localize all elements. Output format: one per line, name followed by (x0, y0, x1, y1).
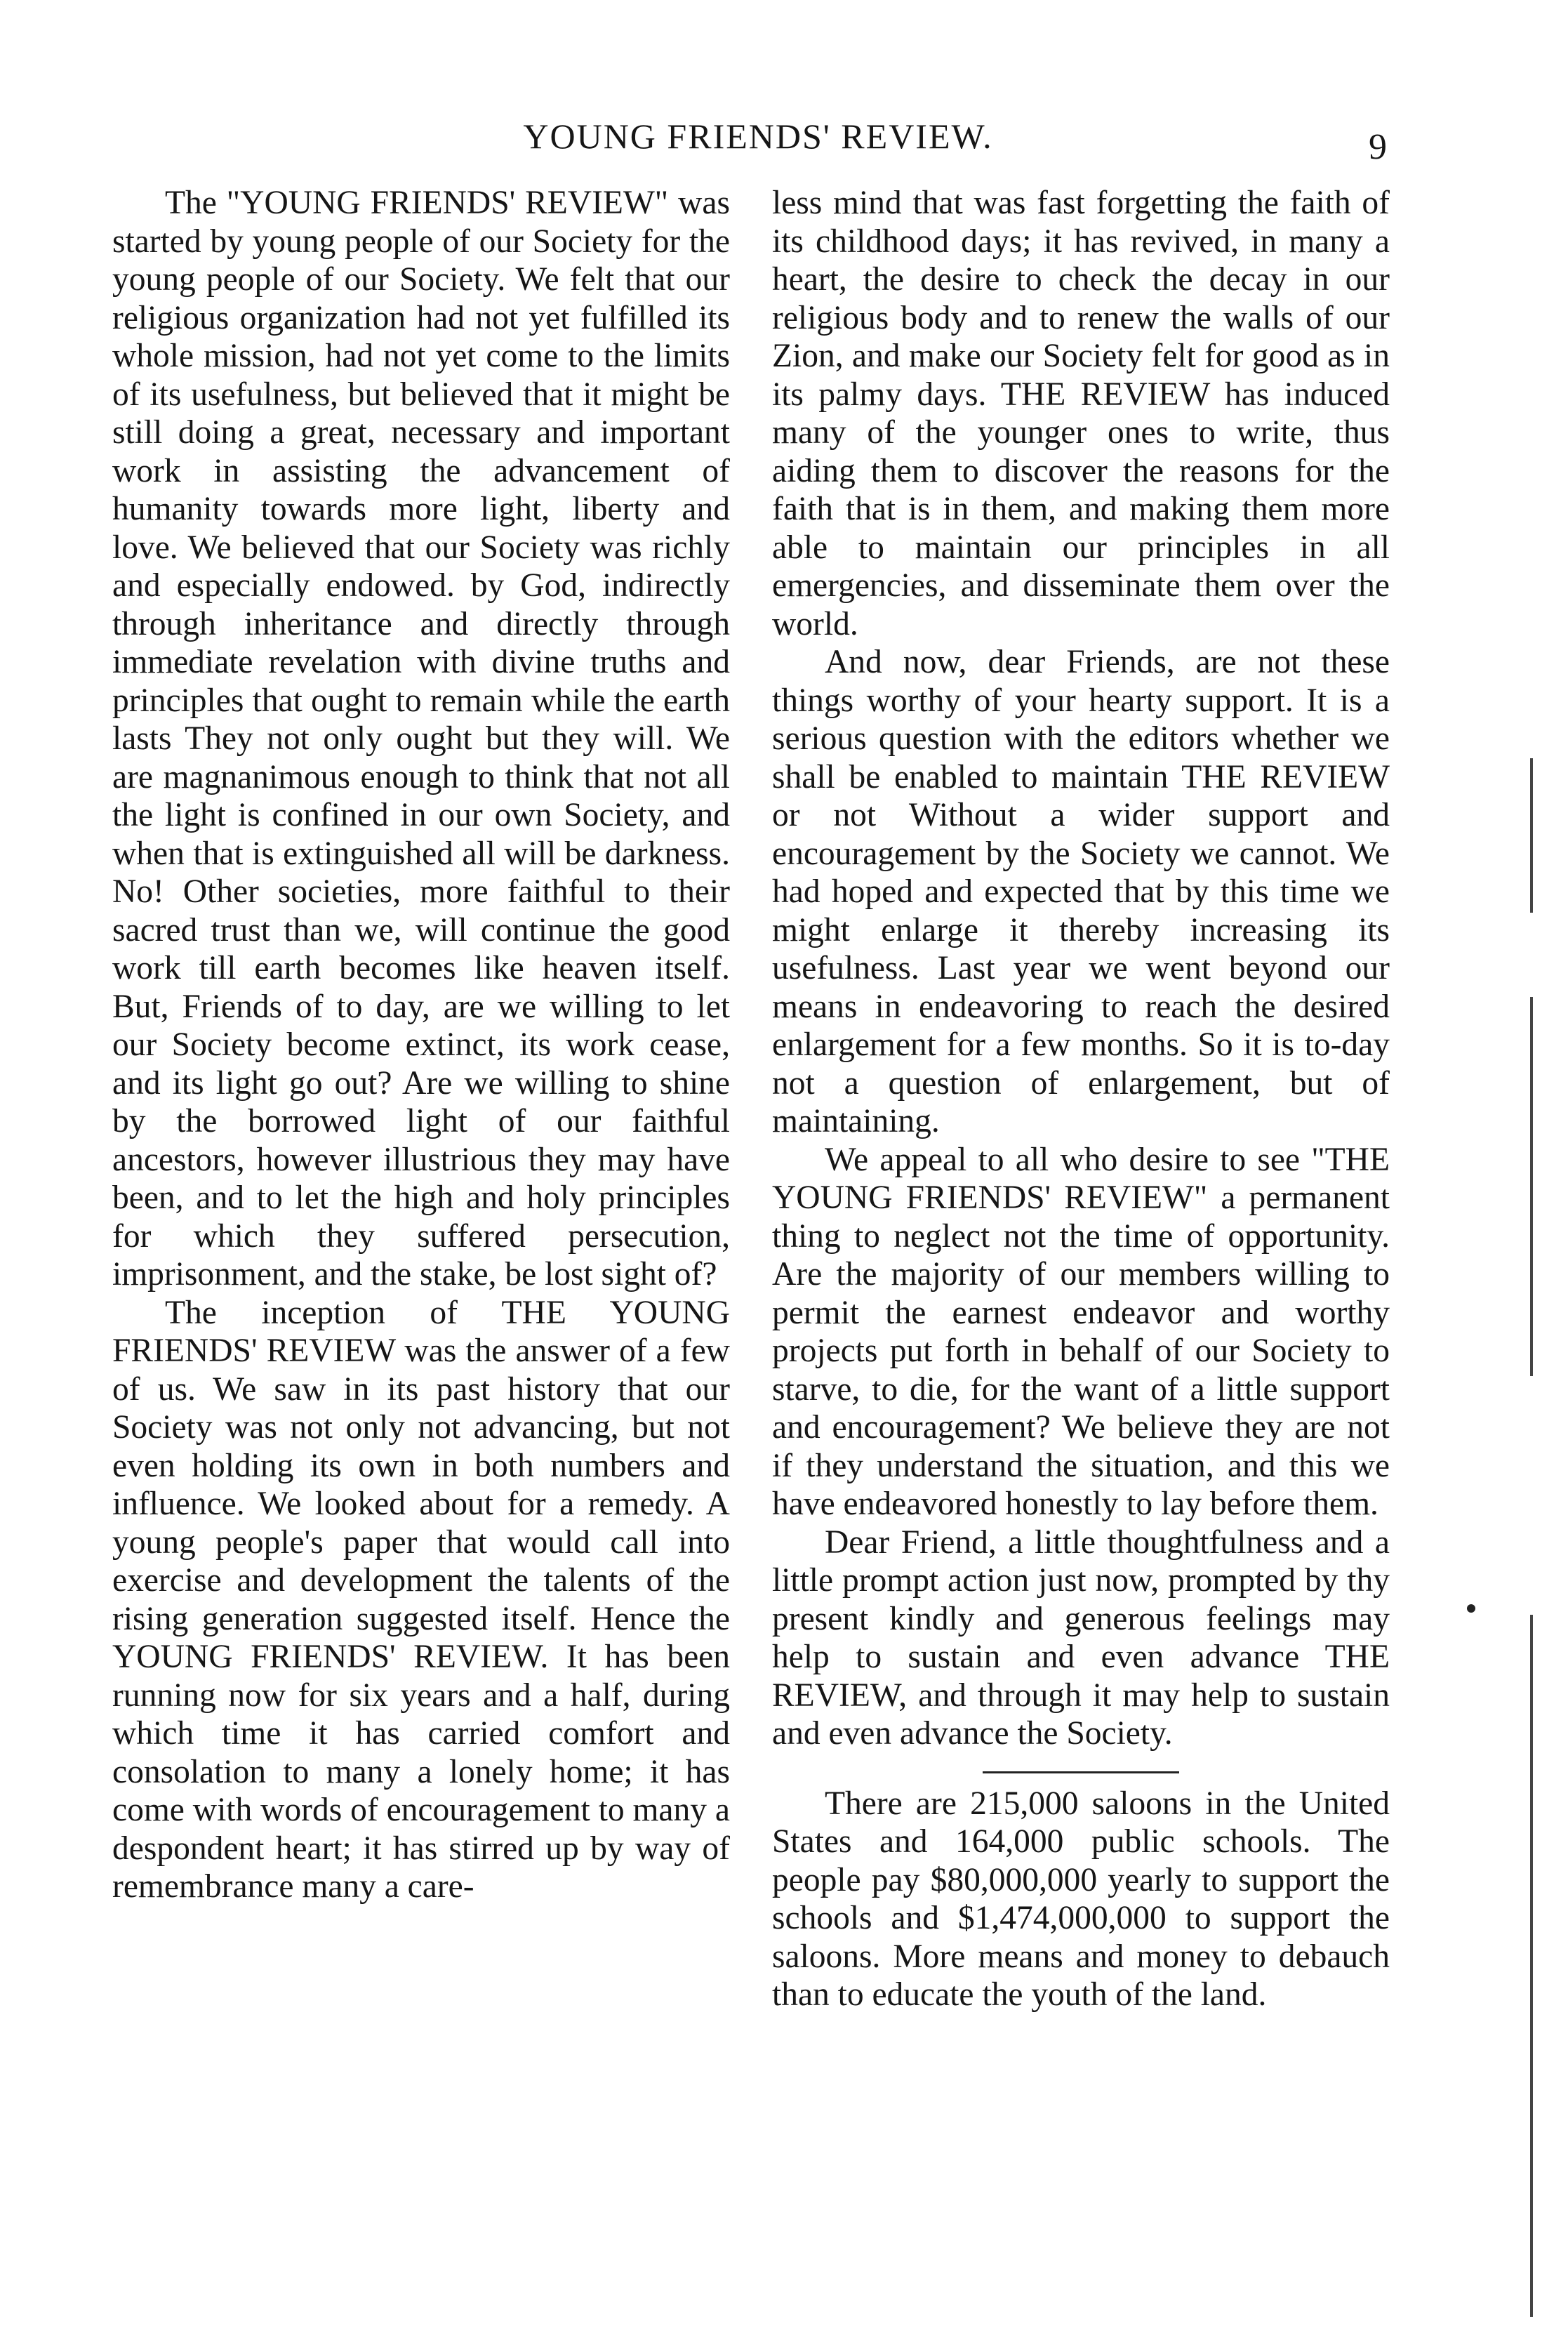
running-head: YOUNG FRIENDS' REVIEW. (523, 117, 993, 156)
scan-edge-mark (1530, 758, 1533, 913)
scan-edge-mark (1530, 1615, 1533, 2317)
paragraph-saloons: There are 215,000 saloons in the United States and 164,000 public schools. The people pay $80,000,000 yearly to support the schools and $1,474,000,000 to support the saloons. More means and money to debauch than to educate the youth of the land. (772, 1785, 1390, 2013)
section-divider (983, 1771, 1179, 1773)
paragraph-appeal-members: We appeal to all who desire to see "THE YOUNG FRIENDS' REVIEW" a permanent thing to neglect not the time of opportunity. Are the majority of our members willing to permit the earnest endeavor and worthy projects put forth in behalf of our Society to starve, to die, for the want of a little support and encouragement? We believe they are not if they understand the situation, and this we have endeavored honestly to lay before them. (772, 1141, 1390, 1522)
page-number: 9 (1369, 127, 1387, 167)
scan-edge-mark (1530, 997, 1533, 1376)
left-column (112, 184, 730, 1906)
right-column (772, 184, 1390, 2014)
paragraph-dear-friend: Dear Friend, a little thoughtfulness and a little prompt action just now, prompted by thy present kindly and generous feelings may help to sustain and even advance THE REVIEW, and through it may help to sustain and even advance the Society. (772, 1523, 1390, 1752)
paragraph-continuation: less mind that was fast forgetting the faith of its childhood days; it has revived, in many a heart, the desire to check the decay in our religious body and to renew the walls of our Zion, and make our Society felt for good as in its palmy days. THE REVIEW has induced many of the younger ones to write, thus aiding them to discover the reasons for the faith that is in them, and making them more able to maintain our principles in all emergencies, and disseminate them over the world. (772, 185, 1390, 642)
paragraph-purpose: The "YOUNG FRIENDS' REVIEW" was started by young people of our Society for the young people of our Society. We felt that our religious organization had not yet fulfilled its whole mission, had not yet come to the limits of its usefulness, but believed that it might be still doing a great, necessary and important work in assisting the advancement of humanity towards more light, liberty and love. We believed that our Society was richly and especially endowed. by God, indirectly through inheritance and directly through immediate revelation with divine truths and principles that ought to remain while the earth lasts They not only ought but they will. We are magnanimous enough to think that not all the light is confined in our own Society, and when that is extinguished all will be darkness. No! Other societies, more faithful to their sacred trust than we, will continue the good work till earth becomes like heaven itself. But, Friends of to day, are we willing to let our Society become extinct, its work cease, and its light go out? Are we willing to shine by the borrowed light of our faithful ancestors, however illustrious they may have been, and to let the high and holy principles for which they suffered persecution, imprisonment, and the stake, be lost sight of? (112, 185, 730, 1293)
margin-dot (1467, 1604, 1475, 1613)
paragraph-inception: The inception of THE YOUNG FRIENDS' REVIEW was the answer of a few of us. We saw in its past history that our Society was not only not advancing, but not even holding its own in both numbers and influence. We looked about for a remedy. A young people's paper that would call into exercise and development the talents of the rising generation suggested itself. Hence the YOUNG FRIENDS' REVIEW. It has been running now for six years and a half, during which time it has carried comfort and consolation to many a lonely home; it has come with words of encouragement to many a despondent heart; it has stirred up by way of remembrance many a care- (112, 1294, 730, 1905)
paragraph-appeal-support: And now, dear Friends, are not these things worthy of your hearty support. It is a serious question with the editors whether we shall be enabled to maintain THE REVIEW or not Without a wider support and encouragement by the Society we cannot. We had hoped and expected that by this time we might enlarge it thereby increasing its usefulness. Last year we went beyond our means in endeavoring to reach the desired enlargement for a few months. So it is to-day not a question of enlargement, but of maintaining. (772, 644, 1390, 1139)
